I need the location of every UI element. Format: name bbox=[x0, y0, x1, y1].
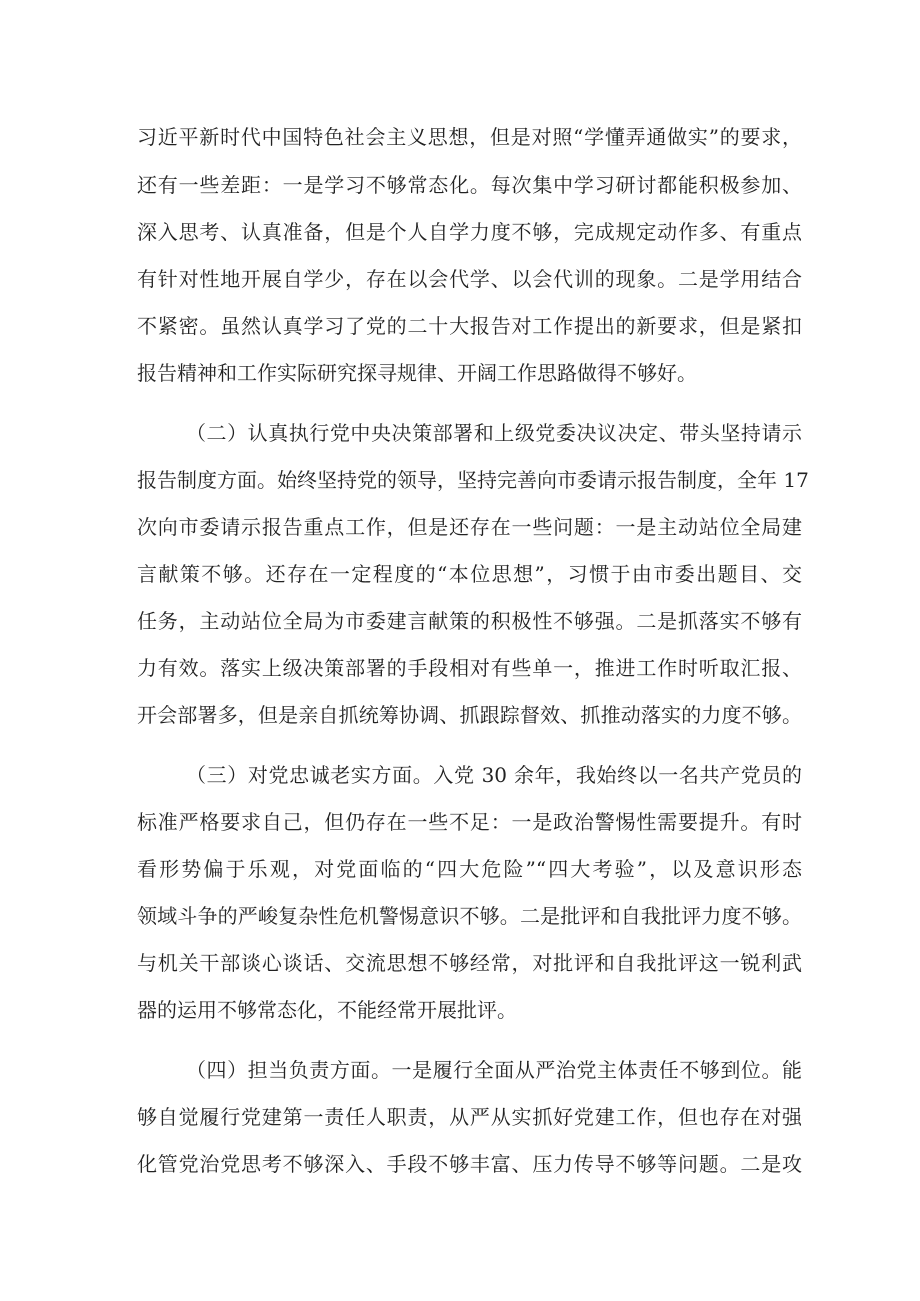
paragraph-2-line-7: 开会部署多，但是亲自抓统筹协调、抓跟踪督效、抓推动落实的力度不够。 bbox=[137, 703, 802, 727]
paragraph-2-line-1: （二）认真执行党中央决策部署和上级党委决议决定、带头坚持请示 bbox=[186, 421, 802, 445]
paragraph-2-line-6: 力有效。落实上级决策部署的手段相对有些单一，推进工作时听取汇报、 bbox=[137, 656, 802, 680]
paragraph-4-line-2: 够自觉履行党建第一责任人职责，从严从实抓好党建工作，但也存在对强 bbox=[137, 1105, 802, 1129]
paragraph-1-line-6: 报告精神和工作实际研究探寻规律、开阔工作思路做得不够好。 bbox=[137, 361, 697, 385]
paragraph-3-line-4: 领域斗争的严峻复杂性危机警惕意识不够。二是批评和自我批评力度不够。 bbox=[137, 904, 802, 928]
paragraph-1-line-3: 深入思考、认真准备，但是个人自学力度不够，完成规定动作多、有重点 bbox=[137, 220, 802, 244]
paragraph-2-line-3: 次向市委请示报告重点工作，但是还存在一些问题：一是主动站位全局建 bbox=[137, 515, 802, 539]
paragraph-4-line-1: （四）担当负责方面。一是履行全面从严治党主体责任不够到位。能 bbox=[186, 1058, 802, 1082]
paragraph-1-line-5: 不紧密。虽然认真学习了党的二十大报告对工作提出的新要求，但是紧扣 bbox=[137, 314, 802, 338]
paragraph-3-line-1: （三）对党忠诚老实方面。入党 30 余年，我始终以一名共产党员的 bbox=[186, 763, 802, 787]
paragraph-3-line-3: 看形势偏于乐观，对党面临的“四大危险”“四大考验”，以及意识形态 bbox=[137, 857, 802, 881]
paragraph-3-line-5: 与机关干部谈心谈话、交流思想不够经常，对批评和自我批评这一锐利武 bbox=[137, 951, 802, 975]
paragraph-1-line-1: 习近平新时代中国特色社会主义思想，但是对照“学懂弄通做实”的要求， bbox=[137, 125, 802, 149]
paragraph-3-line-2: 标准严格要求自己，但仍存在一些不足：一是政治警惕性需要提升。有时 bbox=[137, 810, 802, 834]
paragraph-2-line-4: 言献策不够。还存在一定程度的“本位思想”，习惯于由市委出题目、交 bbox=[137, 562, 802, 586]
paragraph-3-line-6: 器的运用不够常态化，不能经常开展批评。 bbox=[137, 998, 517, 1022]
paragraph-2-line-5: 任务，主动站位全局为市委建言献策的积极性不够强。二是抓落实不够有 bbox=[137, 609, 802, 633]
paragraph-4-line-3: 化管党治党思考不够深入、手段不够丰富、压力传导不够等问题。二是攻 bbox=[137, 1152, 802, 1176]
paragraph-1-line-4: 有针对性地开展自学少，存在以会代学、以会代训的现象。二是学用结合 bbox=[137, 267, 802, 291]
paragraph-1-line-2: 还有一些差距：一是学习不够常态化。每次集中学习研讨都能积极参加、 bbox=[137, 173, 802, 197]
paragraph-2-line-2: 报告制度方面。始终坚持党的领导，坚持完善向市委请示报告制度，全年 17 bbox=[137, 468, 809, 492]
